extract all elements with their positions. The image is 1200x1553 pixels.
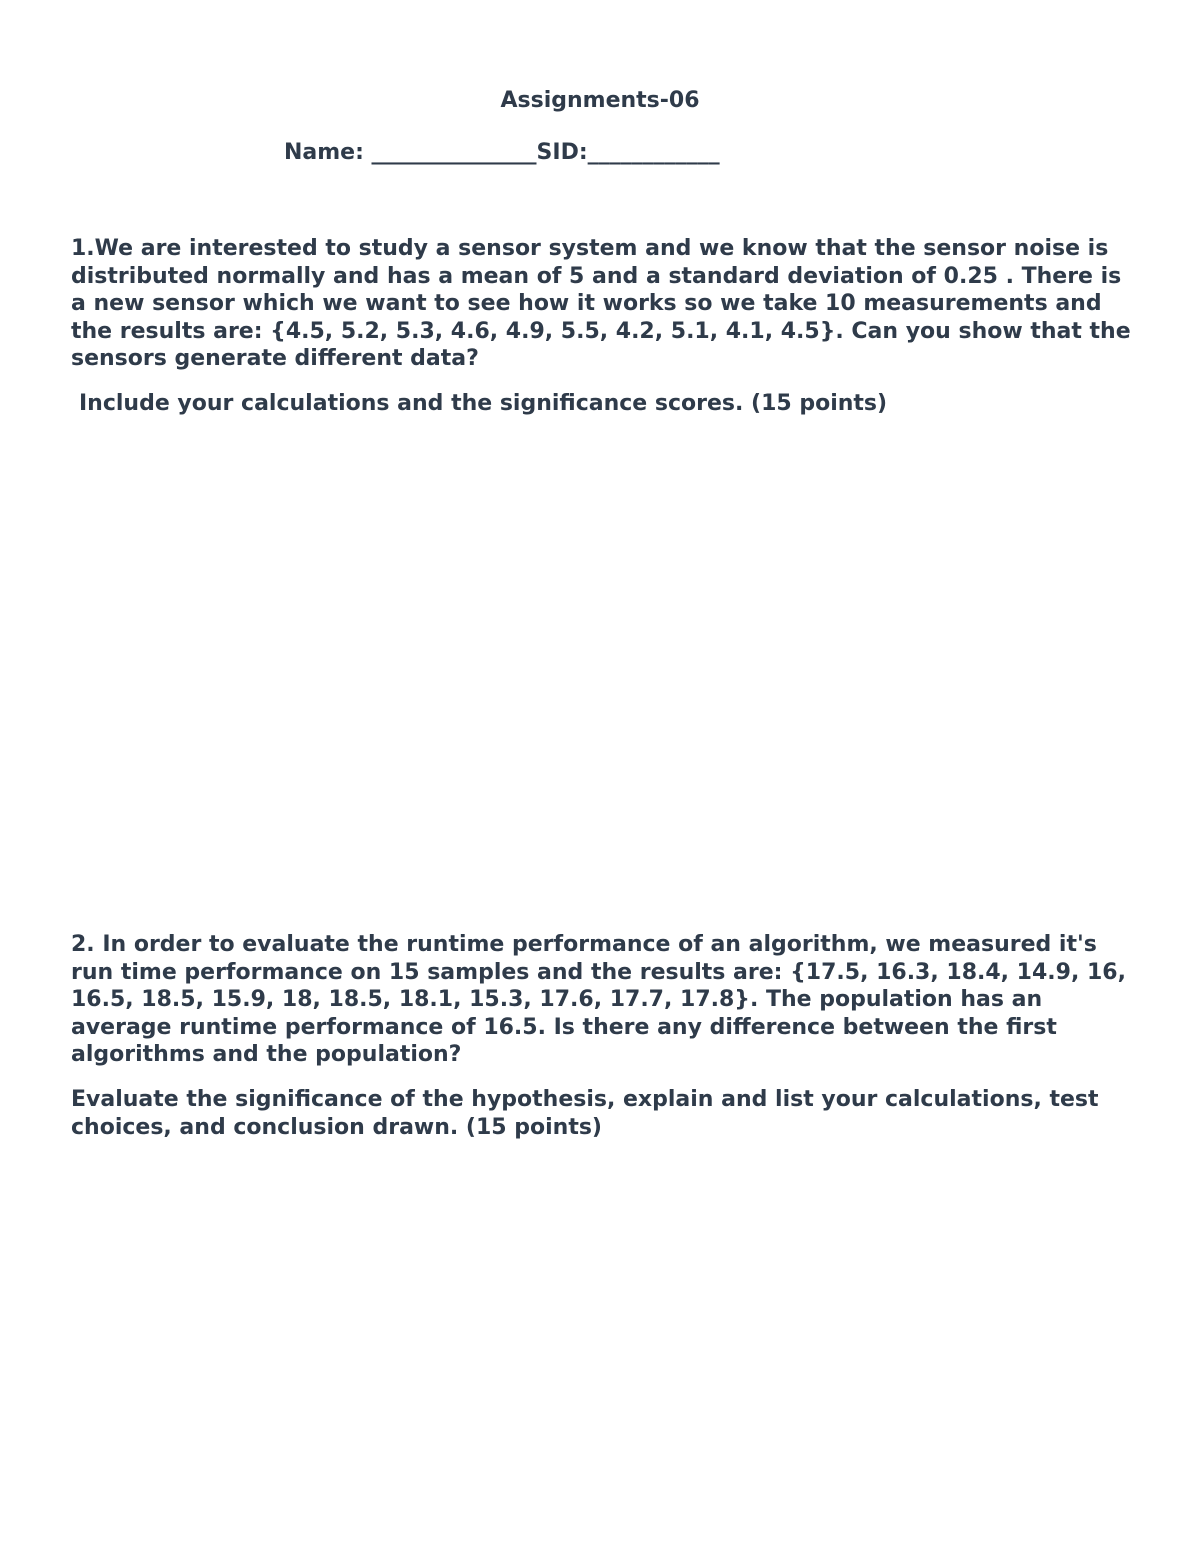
page-title: Assignments-06 [500, 88, 700, 113]
question-2-instruction: Evaluate the significance of the hypothesis, explain and list your calculations, test choices, and conclusion drawn. (15 points) [71, 1087, 1099, 1140]
name-sid-line: Name: _______________SID:____________ [284, 140, 720, 165]
question-2-text: 2. In order to evaluate the runtime performance of an algorithm, we measured it's run time performance on 15 samples and the results are: {17.5, 16.3, 18.4, 14.9, 16, 16.5, 18.5, 15.9, 18, 18.5, 18.1, 15.3, 17.6, 17.7, 17.8}. The population has an average runtime performance of 16.5. Is there any difference between the first algorithms and the population? [71, 932, 1126, 1067]
question-1-text: 1.We are interested to study a sensor system and we know that the sensor noise is distributed normally and has a mean of 5 and a standard deviation of 0.25 . There is a new sensor which we want to see how it works so we take 10 measurements and the results are: {4.5, 5.2, 5.3, 4.6, 4.9, 5.5, 4.2, 5.1, 4.1, 4.5}. Can you show that the sensors generate different data? [71, 236, 1131, 371]
question-1-instruction: Include your calculations and the significance scores. (15 points) [79, 391, 888, 416]
